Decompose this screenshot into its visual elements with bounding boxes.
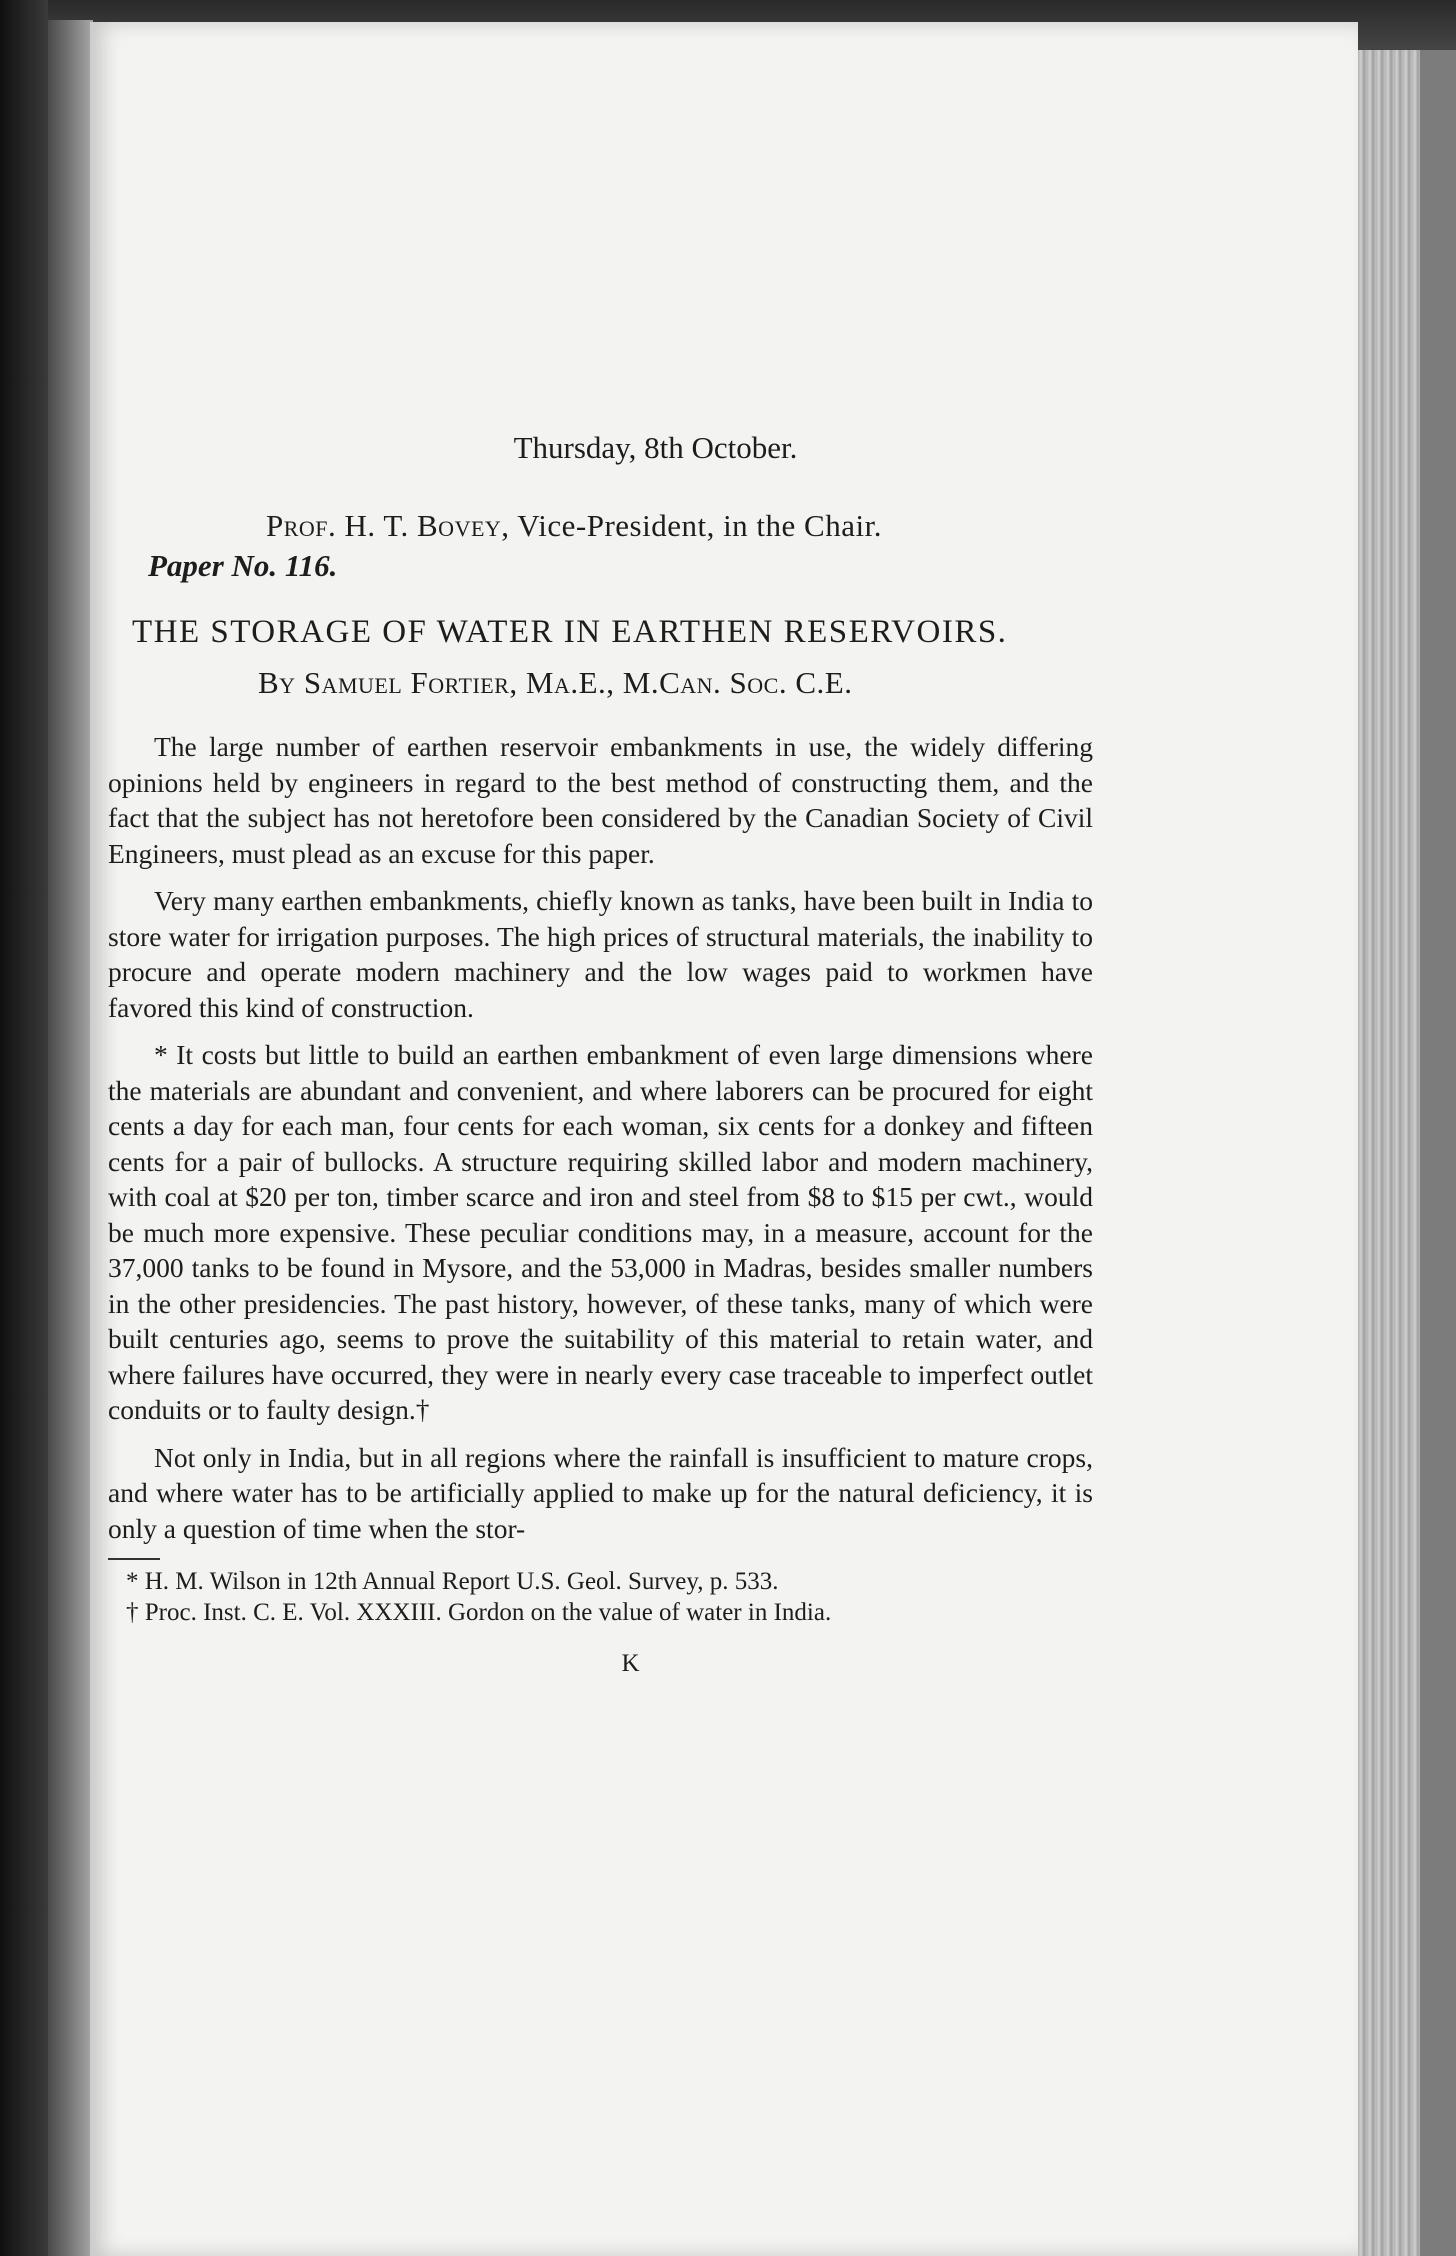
paragraph-3: * It costs but little to build an earthen embankment of even large dimensions where the materials are abundant and convenient, and where laborers can be procured for eight cents a day for each man, four cents for each woman, six cents for a donkey and fifteen cents for a pair of bullocks. A structure requiring skilled labor and modern machinery, with coal at $20 per ton, timber scarce and iron and steel from $8 to $15 per cwt., would be much more expensive. These peculiar conditions may, in a measure, account for the 37,000 tanks to be found in Mysore, and the 53,000 in Madras, besides smaller numbers in the other presidencies. The past history, however, of these tanks, many of which were built centuries ago, seems to prove the suitability of this material to retain water, and where failures have occurred, they were in nearly every case traceable to imperfect outlet conduits or to faulty design.† [108,1039,1093,1425]
paragraph-1: The large number of earthen reservoir embankments in use, the widely differing opinions held by engineers in regard to the best method of constructing them, and the fact that the subject has not heretofore been considered by the Canadian Society of Civil Engineers, must plead as an excuse for this paper. [108,731,1093,869]
footnote-2: † Proc. Inst. C. E. Vol. XXXIII. Gordon on the value of water in India. [126,1599,832,1626]
paper-number: Paper No. 116. [148,548,338,583]
footnote-1: * H. M. Wilson in 12th Annual Report U.S. Geol. Survey, p. 533. [126,1568,779,1595]
footnote-divider [108,1558,160,1560]
signature-mark: K [621,1650,640,1677]
meeting-date: Thursday, 8th October. [513,430,798,465]
book-edge [1420,50,1456,2256]
author-byline: By Samuel Fortier, Ma.E., M.Can. Soc. C.E. [258,665,853,700]
paragraph-2: Very many earthen embankments, chiefly known as tanks, have been built in India to store water for irrigation purposes. The high prices of structural materials, the inability to procure and operate modern machinery and the low wages paid to workmen have favored this kind of construction. [108,885,1093,1023]
page-content [108,430,1093,1678]
chair-role: , Vice-President, in the Chair. [501,508,882,543]
chair-line [108,508,1093,544]
scan-background-left [0,0,48,2256]
paragraph-4: Not only in India, but in all regions where the rainfall is insufficient to mature crops, and where water has to be artificially applied to make up for the natural deficiency, it is only a question of time when the stor- [108,1441,1093,1544]
book-spine [48,20,93,2256]
paper-title: THE STORAGE OF WATER IN EARTHEN RESERVOIRS. [132,614,1008,650]
chair-name: Prof. H. T. Bovey [266,508,502,543]
